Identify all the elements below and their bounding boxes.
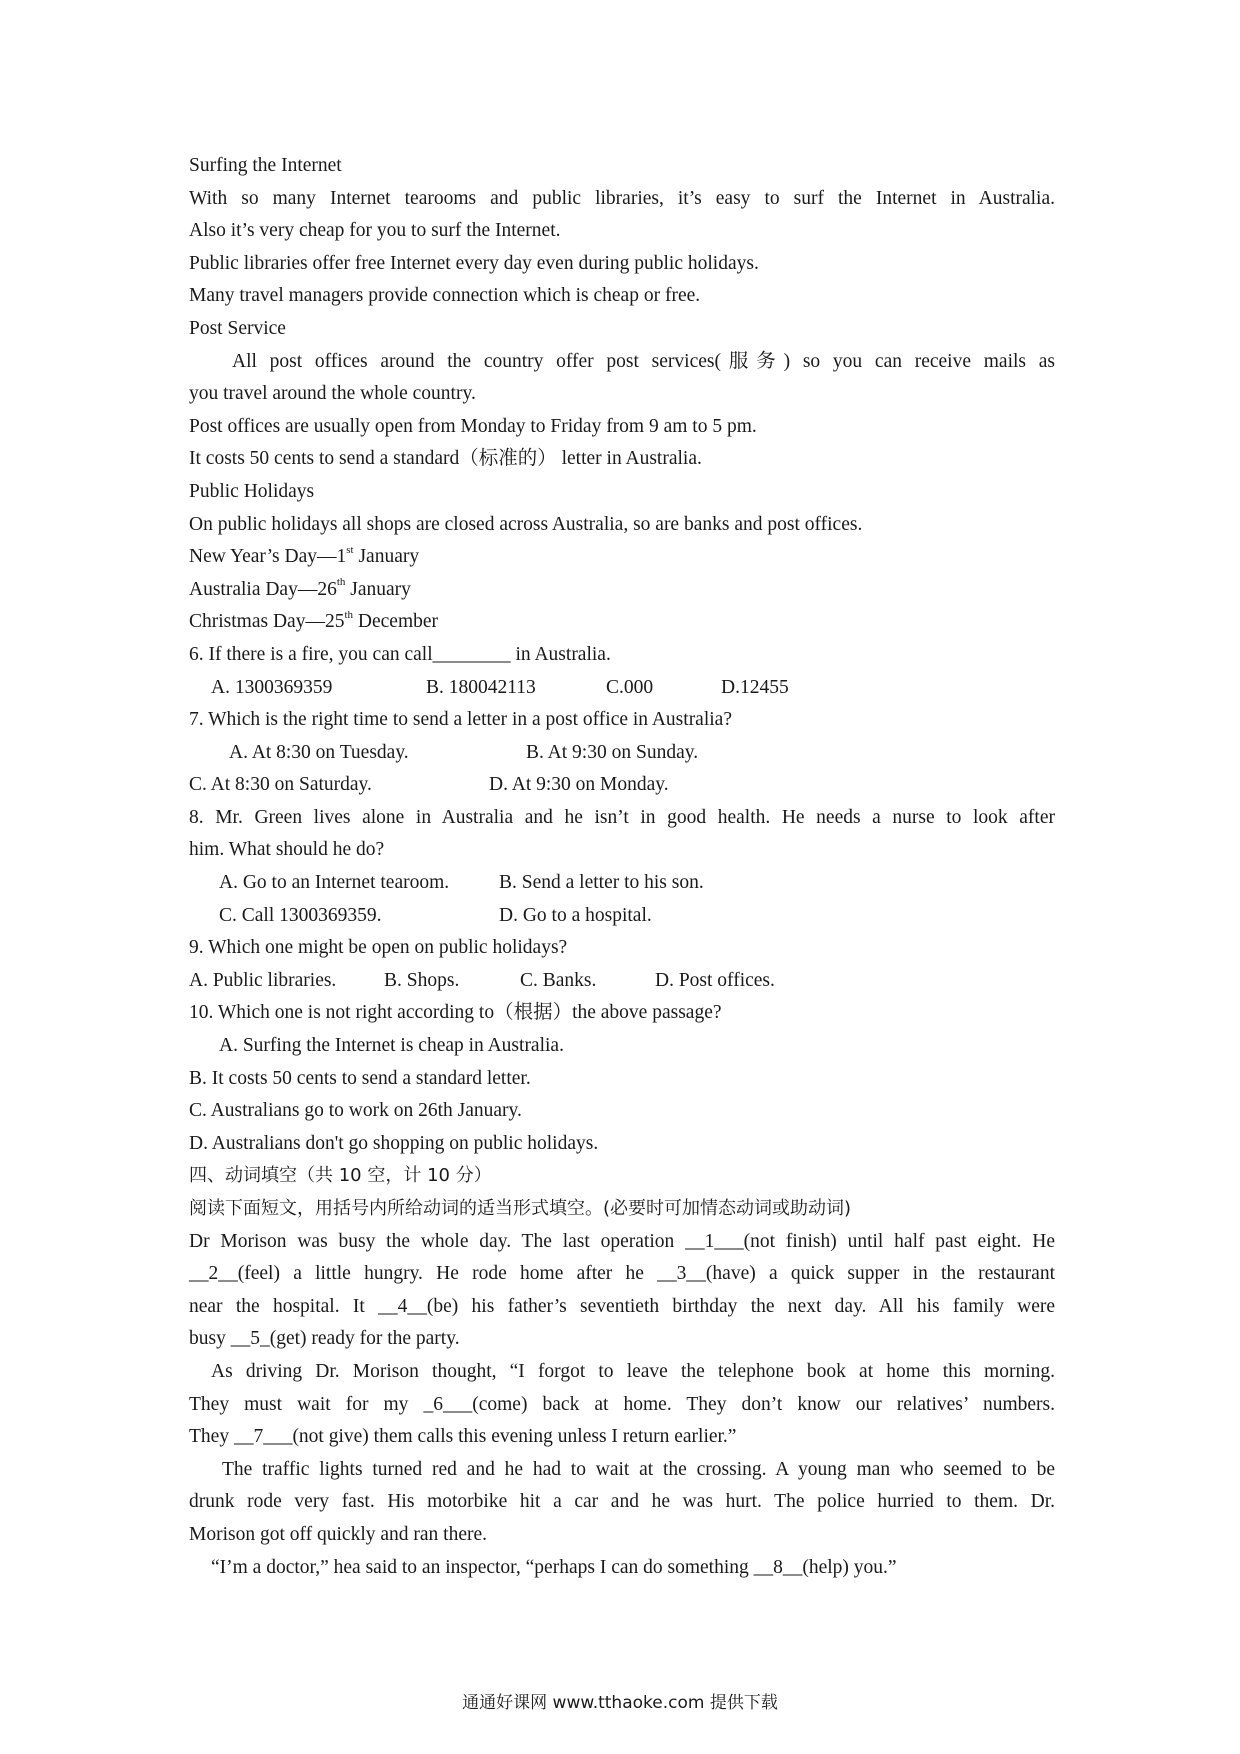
option-c: C. Australians go to work on 26th January.: [189, 1100, 522, 1122]
paragraph-line: Public libraries offer free Internet every day even during public holidays.: [189, 252, 759, 274]
passage-line: They __7___(not give) them calls this evening unless I return earlier.”: [189, 1426, 737, 1448]
holiday-christmas: Christmas Day—25th December: [189, 608, 439, 633]
option-d: D. Go to a hospital.: [499, 904, 652, 926]
section-4-title: 四、动词填空（共 10 空，计 10 分）: [189, 1165, 492, 1187]
question-8: 8. Mr. Green lives alone in Australia and he isn’t in good health. He needs a nurse to look after: [189, 806, 1055, 828]
option-d: D. Australians don't go shopping on public holidays.: [189, 1132, 599, 1154]
question-10: 10. Which one is not right according to（根据）the above passage?: [189, 1002, 722, 1024]
passage-line: They must wait for my _6___(come) back at home. They don’t know our relatives’ numbers.: [189, 1393, 1055, 1415]
option-b: B. 180042113: [426, 676, 536, 698]
option-a: A. Go to an Internet tearoom.: [219, 872, 450, 894]
question-7: 7. Which is the right time to send a letter in a post office in Australia?: [189, 709, 732, 731]
paragraph-line: Also it’s very cheap for you to surf the Internet.: [189, 220, 561, 242]
question-9-options: [189, 965, 1055, 998]
passage-line: drunk rode very fast. His motorbike hit a car and he was hurt. The police hurried to them. Dr.: [189, 1491, 1055, 1513]
question-8-options-cd: [189, 900, 1055, 933]
paragraph-line: Post offices are usually open from Monday to Friday from 9 am to 5 pm.: [189, 415, 757, 437]
question-8-cont: him. What should he do?: [189, 839, 385, 861]
option-d: D. At 9:30 on Monday.: [489, 774, 669, 796]
section-heading-internet: Surfing the Internet: [189, 155, 342, 176]
question-9: 9. Which one might be open on public holidays?: [189, 937, 568, 959]
passage-line: As driving Dr. Morison thought, “I forgot to leave the telephone book at home this morning.: [211, 1360, 1055, 1382]
passage-line: Dr Morison was busy the whole day. The last operation __1___(not finish) until half past eight. He: [189, 1230, 1055, 1252]
question-7-options-cd: [189, 769, 1055, 802]
holiday-new-year: New Year’s Day—1st January: [189, 543, 420, 568]
passage-line: Morison got off quickly and ran there.: [189, 1523, 488, 1545]
question-6-options: [189, 672, 1055, 705]
question-6: 6. If there is a fire, you can call________ in Australia.: [189, 643, 611, 665]
option-a: A. At 8:30 on Tuesday.: [229, 741, 409, 763]
option-b: B. Send a letter to his son.: [499, 872, 704, 894]
paragraph-line: you travel around the whole country.: [189, 383, 476, 405]
option-d: D.12455: [721, 676, 789, 698]
question-7-options-ab: [189, 737, 1055, 770]
option-b: B. It costs 50 cents to send a standard letter.: [189, 1067, 531, 1089]
option-c: C.000: [606, 676, 654, 698]
paragraph-line: On public holidays all shops are closed across Australia, so are banks and post offices.: [189, 513, 863, 535]
question-8-options-ab: [189, 867, 1055, 900]
holiday-australia-day: Australia Day—26th January: [189, 576, 411, 600]
option-b: B. At 9:30 on Sunday.: [526, 741, 699, 763]
paragraph-line: With so many Internet tearooms and public libraries, it’s easy to surf the Internet in Australia.: [189, 187, 1055, 209]
page-footer: 通通好课网 www.tthaoke.com 提供下载: [462, 1693, 778, 1713]
passage-line: near the hospital. It __4__(be) his father’s seventieth birthday the next day. All his family were: [189, 1295, 1055, 1317]
passage-line: The traffic lights turned red and he had to wait at the crossing. A young man who seemed to be: [222, 1458, 1055, 1480]
option-a: A. Public libraries.: [189, 969, 337, 991]
option-c: C. At 8:30 on Saturday.: [189, 774, 372, 796]
paragraph-line: It costs 50 cents to send a standard（标准的） letter in Australia.: [189, 448, 702, 470]
section-4-instruction: 阅读下面短文，用括号内所给动词的适当形式填空。(必要时可加情态动词或助动词): [189, 1198, 852, 1219]
section-heading-post: Post Service: [189, 317, 286, 339]
option-a: A. 1300369359: [211, 676, 333, 698]
option-a: A. Surfing the Internet is cheap in Australia.: [219, 1035, 564, 1057]
section-heading-holidays: Public Holidays: [189, 480, 315, 502]
paragraph-line: Many travel managers provide connection which is cheap or free.: [189, 285, 701, 307]
document-page: [189, 150, 1055, 1584]
option-c: C. Call 1300369359.: [219, 904, 382, 926]
passage-line: __2__(feel) a little hungry. He rode home after he __3__(have) a quick supper in the restaurant: [189, 1263, 1055, 1285]
passage-line: “I’m a doctor,” hea said to an inspector, “perhaps I can do something __8__(help) you.”: [211, 1556, 897, 1578]
option-c: C. Banks.: [520, 969, 597, 991]
paragraph-line: All post offices around the country offer post services(服务) so you can receive mails as: [232, 350, 1055, 372]
option-d: D. Post offices.: [655, 969, 775, 991]
passage-line: busy __5_(get) ready for the party.: [189, 1328, 460, 1350]
option-b: B. Shops.: [384, 969, 460, 991]
